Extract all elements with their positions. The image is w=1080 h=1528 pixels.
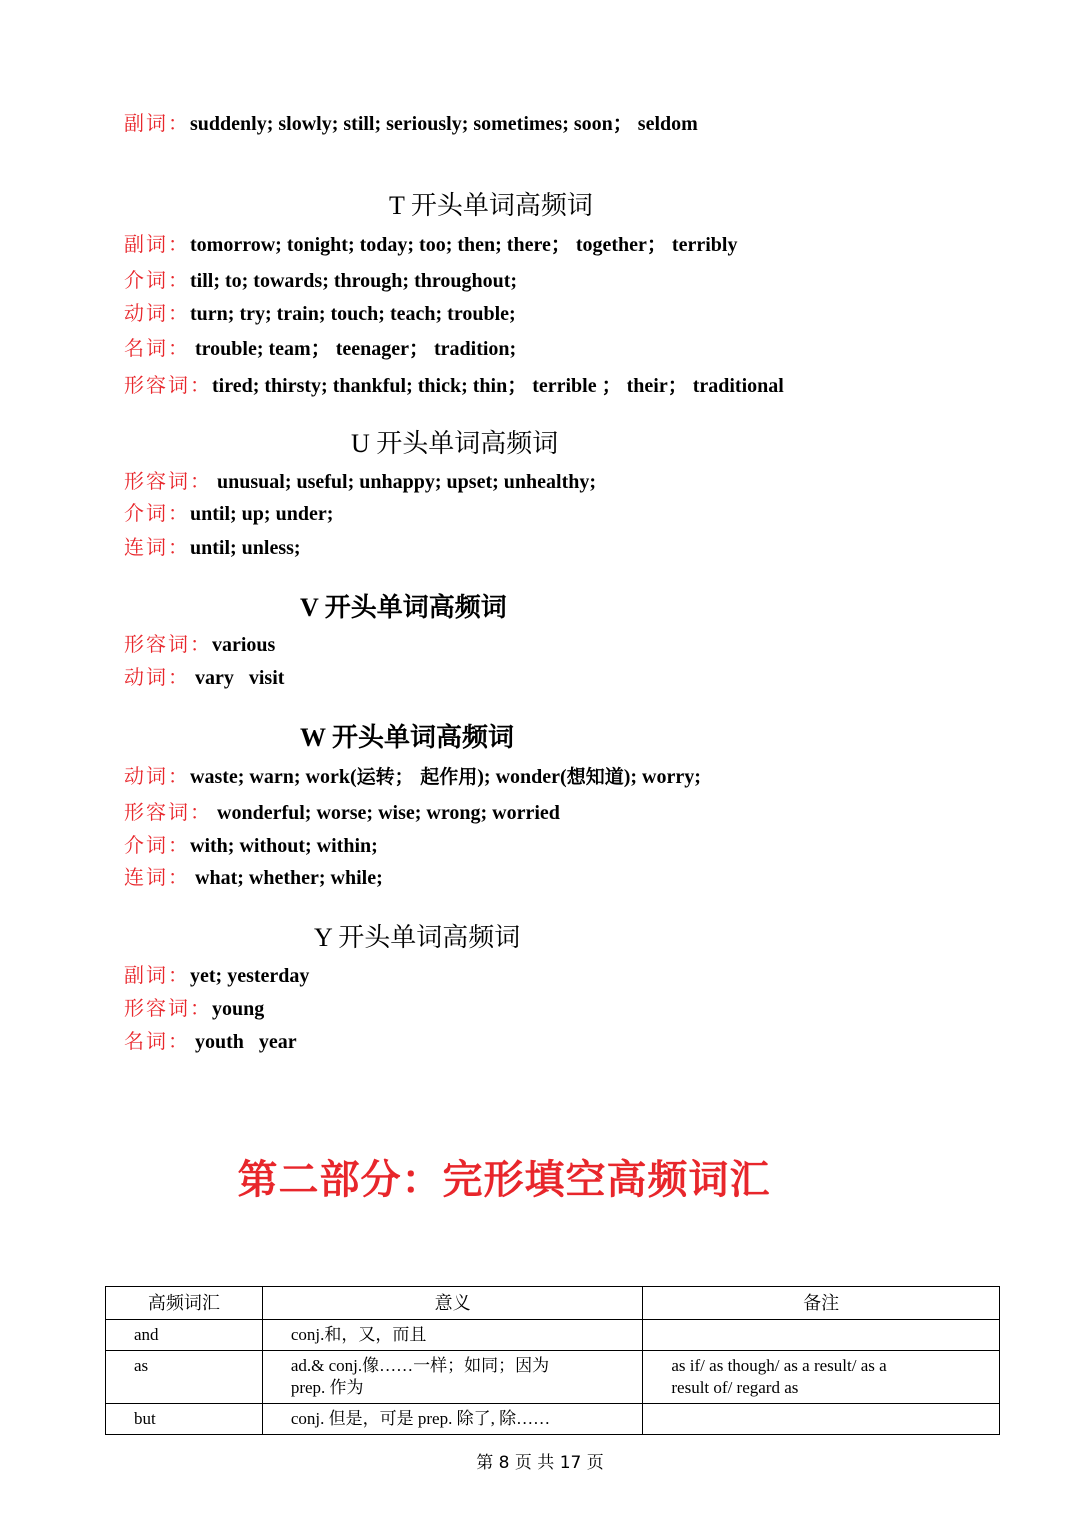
word-list: young — [212, 998, 265, 1020]
meaning-cell — [262, 1404, 643, 1435]
section-heading-u: U 开头单词高频词 — [351, 429, 559, 458]
word-list: suddenly; slowly; still; seriously; sometimes; soon； seldom — [190, 113, 698, 135]
word-text: ); worry; — [623, 766, 701, 788]
pos-label: 介词： — [124, 501, 190, 525]
word-list: wonderful; worse; wise; wrong; worried — [212, 802, 560, 824]
word-list: yet; yesterday — [190, 965, 310, 987]
column-header: 意义 — [262, 1287, 643, 1320]
pos-label: 副词： — [124, 111, 190, 135]
word-list: turn; try; train; touch; teach; trouble; — [190, 303, 516, 325]
adverb-line-s — [124, 110, 698, 137]
section-heading-t: T 开头单词高频词 — [389, 191, 593, 220]
pos-label: 连词： — [124, 535, 190, 559]
pos-label: 副词： — [124, 963, 190, 987]
note-line: as if/ as though/ as a result/ as a — [671, 1356, 887, 1375]
row-v-verb — [124, 664, 284, 691]
word-list: tired; thirsty; thankful; thick; thin； terrible ； their； traditional — [212, 375, 784, 397]
column-header: 备注 — [643, 1287, 1000, 1320]
table-row — [106, 1404, 1000, 1435]
table-row — [106, 1351, 1000, 1404]
pos-label: 形容词： — [124, 996, 212, 1020]
word-list: what; whether; while; — [190, 867, 383, 889]
row-y-adjective — [124, 995, 264, 1022]
row-y-noun — [124, 1028, 297, 1055]
meaning-line: prep. 作为 — [290, 1378, 364, 1397]
pos-label: 动词： — [124, 665, 190, 689]
pos-label: 介词： — [124, 833, 190, 857]
note-cell — [643, 1351, 1000, 1404]
word-list: trouble; team； teenager； tradition; — [190, 338, 517, 360]
vocab-table — [105, 1286, 1000, 1435]
pos-label: 名词： — [124, 1029, 190, 1053]
pos-label: 副词： — [124, 232, 190, 256]
gloss-text: 想知道 — [566, 766, 624, 788]
section-heading-w: W 开头单词高频词 — [300, 723, 515, 752]
row-t-adjective — [124, 372, 784, 399]
row-y-adverb — [124, 962, 309, 989]
gloss-text: 运转； 起作用 — [356, 766, 478, 788]
word-cell: but — [106, 1404, 263, 1435]
meaning-line: conj. 但是，可是 prep. 除了, 除…… — [290, 1409, 551, 1428]
word-list: with; without; within; — [190, 835, 378, 857]
part-title: 第二部分：完形填空高频词汇 — [237, 1156, 771, 1203]
pos-label: 名词： — [124, 336, 190, 360]
word-list: vary visit — [190, 667, 285, 689]
word-text: ); wonder( — [477, 766, 567, 788]
note-cell — [643, 1404, 1000, 1435]
row-w-conjunction — [124, 864, 383, 891]
pos-label: 形容词： — [124, 632, 212, 656]
pos-label: 形容词： — [124, 373, 212, 397]
word-list: unusual; useful; unhappy; upset; unhealthy; — [212, 471, 597, 493]
row-w-adjective — [124, 799, 560, 826]
word-list — [190, 766, 701, 788]
meaning-cell — [262, 1351, 643, 1404]
row-u-adjective — [124, 468, 596, 495]
row-w-verb — [124, 763, 701, 790]
word-list: until; unless; — [190, 537, 301, 559]
word-list: until; up; under; — [190, 503, 334, 525]
table-row — [106, 1320, 1000, 1351]
meaning-line: ad.& conj.像……一样；如同；因为 — [290, 1356, 550, 1375]
meaning-cell — [262, 1320, 643, 1351]
column-header: 高频词汇 — [106, 1287, 263, 1320]
word-cell: and — [106, 1320, 263, 1351]
table-header-row — [106, 1287, 1000, 1320]
word-list: till; to; towards; through; throughout; — [190, 270, 518, 292]
pos-label: 介词： — [124, 268, 190, 292]
row-u-conjunction — [124, 534, 301, 561]
row-t-preposition — [124, 267, 517, 294]
word-list: various — [212, 634, 276, 656]
word-list: tomorrow; tonight; today; too; then; there； together； terribly — [190, 234, 738, 256]
row-u-preposition — [124, 500, 333, 527]
note-line: result of/ regard as — [671, 1378, 799, 1397]
word-cell: as — [106, 1351, 263, 1404]
pos-label: 动词： — [124, 301, 190, 325]
row-t-adverb — [124, 231, 737, 258]
pos-label: 动词： — [124, 764, 190, 788]
note-cell — [643, 1320, 1000, 1351]
word-text: waste; warn; work( — [190, 766, 357, 788]
word-list: youth year — [190, 1031, 297, 1053]
row-v-adjective — [124, 631, 275, 658]
section-heading-v: V 开头单词高频词 — [300, 593, 507, 622]
pos-label: 形容词： — [124, 469, 212, 493]
meaning-line: conj.和，又，而且 — [290, 1325, 427, 1344]
pos-label: 形容词： — [124, 800, 212, 824]
pos-label: 连词： — [124, 865, 190, 889]
row-t-noun — [124, 335, 516, 362]
row-t-verb — [124, 300, 516, 327]
page-footer: 第 8 页 共 17 页 — [476, 1453, 604, 1473]
row-w-preposition — [124, 832, 378, 859]
section-heading-y: Y 开头单词高频词 — [314, 923, 521, 952]
